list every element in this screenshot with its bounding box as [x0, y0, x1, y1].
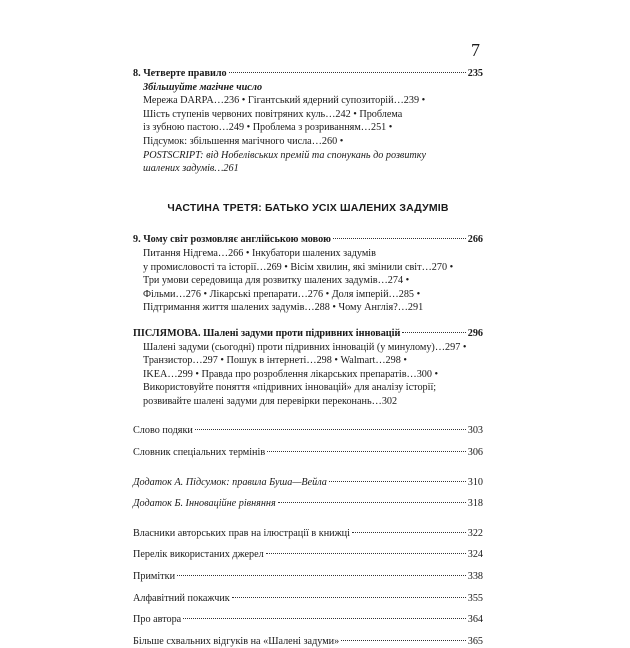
- toc-entry-title: Примітки: [133, 571, 176, 583]
- leader-dots: [177, 575, 466, 576]
- leader-dots: [183, 618, 466, 619]
- toc-entry-acknowledgements[interactable]: [133, 424, 483, 438]
- toc-entry-sources[interactable]: [133, 548, 483, 562]
- toc-entry-title: ПІСЛЯМОВА. Шалені задуми проти підривних інновацій: [133, 327, 401, 339]
- toc-entry-page: 324: [467, 549, 483, 561]
- leader-dots: [341, 640, 466, 641]
- toc-entry-page: 296: [467, 327, 483, 339]
- part-title: ЧАСТИНА ТРЕТЯ: БАТЬКО УСІХ ШАЛЕНИХ ЗАДУМІВ: [167, 201, 449, 214]
- leader-dots: [232, 597, 466, 598]
- toc-entry-more-reviews[interactable]: [133, 635, 483, 648]
- toc-entry-page: 306: [467, 447, 483, 459]
- toc-entry-title: Словник спеціальних термінів: [133, 447, 266, 459]
- table-of-contents: [133, 67, 483, 648]
- leader-dots: [352, 532, 466, 533]
- leader-dots: [267, 451, 466, 452]
- toc-entry-page: 355: [467, 592, 483, 604]
- toc-entry-afterword[interactable]: [133, 327, 483, 341]
- toc-entry-about-author[interactable]: [133, 613, 483, 627]
- ch8-line: Підсумок: збільшення магічного числа…260 •: [143, 135, 344, 147]
- leader-dots: [402, 332, 465, 333]
- toc-entry-appendix-b[interactable]: [133, 497, 483, 511]
- ch8-line: Мережа DARPA…236 • Гігантський ядерний супозиторій…239 •: [143, 95, 426, 107]
- toc-entry-glossary[interactable]: [133, 446, 483, 460]
- leader-dots: [329, 481, 466, 482]
- toc-entry-index[interactable]: [133, 592, 483, 606]
- toc-entry-image-credits[interactable]: [133, 527, 483, 541]
- toc-entry-page: 266: [467, 234, 483, 246]
- toc-entry-page: 365: [467, 635, 483, 647]
- toc-entry-page: 338: [467, 571, 483, 583]
- toc-entry-title: 9. Чому світ розмовляє англійською мовою: [133, 234, 331, 246]
- afterword-line: Шалені задуми (сьогодні) проти підривних інновацій (у минулому)…297 •: [143, 341, 467, 353]
- toc-entry-title: Власники авторських прав на ілюстрації в книжці: [133, 527, 350, 539]
- leader-dots: [278, 502, 466, 503]
- toc-entry-appendix-a[interactable]: [133, 476, 483, 490]
- toc-entry-page: 364: [467, 614, 483, 626]
- ch9-line: Три умови середовища для розвитку шалених задумів…274 •: [143, 275, 410, 287]
- ch9-line: у промисловості та історії…269 • Вісім хвилин, які змінили світ…270 •: [143, 261, 454, 273]
- ch8-postscript: шалених задумів…261: [143, 163, 239, 175]
- toc-entry-ch9[interactable]: [133, 233, 483, 247]
- leader-dots: [195, 429, 466, 430]
- afterword-line: розвивайте шалені задуми для перевірки переконань…302: [143, 395, 398, 407]
- ch9-line: Питання Нідгема…266 • Інкубатори шалених задумів: [143, 247, 376, 259]
- toc-entry-title: Алфавітний покажчик: [133, 592, 230, 604]
- toc-entry-title: Перелік використаних джерел: [133, 549, 264, 561]
- toc-entry-title: Слово подяки: [133, 425, 193, 437]
- ch9-subsections: [133, 247, 483, 315]
- toc-entry-title: Більше схвальних відгуків на «Шалені задуми»: [133, 635, 340, 647]
- ch8-postscript: POSTSCRIPT: від Нобелівських премій та спонукань до розвитку: [143, 149, 427, 161]
- toc-entry-title: Додаток А. Підсумок: правила Буша—Вейла: [133, 476, 327, 488]
- toc-entry-title: Про автора: [133, 614, 182, 626]
- ch9-line: Фільми…276 • Лікарські препарати…276 • Доля імперій…285 •: [143, 288, 421, 300]
- ch8-line: Шість ступенів червоних повітряних куль…242 • Проблема: [143, 108, 403, 120]
- toc-entry-page: 303: [467, 425, 483, 437]
- page-number: 7: [471, 40, 480, 60]
- toc-entry-page: 318: [467, 498, 483, 510]
- afterword-line: Використовуйте поняття «підривних інновацій» для аналізу історії;: [143, 382, 437, 394]
- afterword-line: IKEA…299 • Правда про розроблення лікарських препаратів…300 •: [143, 368, 439, 380]
- toc-entry-ch8[interactable]: [133, 67, 483, 81]
- leader-dots: [266, 553, 466, 554]
- toc-entry-title: 8. Четверте правило: [133, 68, 227, 79]
- ch9-line: Підтримання життя шалених задумів…288 • Чому Англія?…291: [143, 302, 424, 314]
- ch8-subtitle: Збільшуйте магічне число: [143, 81, 263, 93]
- toc-entry-page: 235: [467, 68, 483, 79]
- toc-entry-notes[interactable]: [133, 570, 483, 584]
- afterword-line: Транзистор…297 • Пошук в інтернеті…298 • Walmart…298 •: [143, 355, 407, 367]
- toc-entry-title: Додаток Б. Інноваційне рівняння: [133, 498, 276, 510]
- leader-dots: [333, 238, 466, 239]
- ch8-subsections: [133, 81, 483, 176]
- afterword-subsections: [133, 341, 483, 409]
- toc-entry-page: 322: [467, 527, 483, 539]
- leader-dots: [229, 72, 466, 73]
- toc-entry-page: 310: [467, 476, 483, 488]
- ch8-line: із зубною пастою…249 • Проблема з розриванням…251 •: [143, 122, 393, 134]
